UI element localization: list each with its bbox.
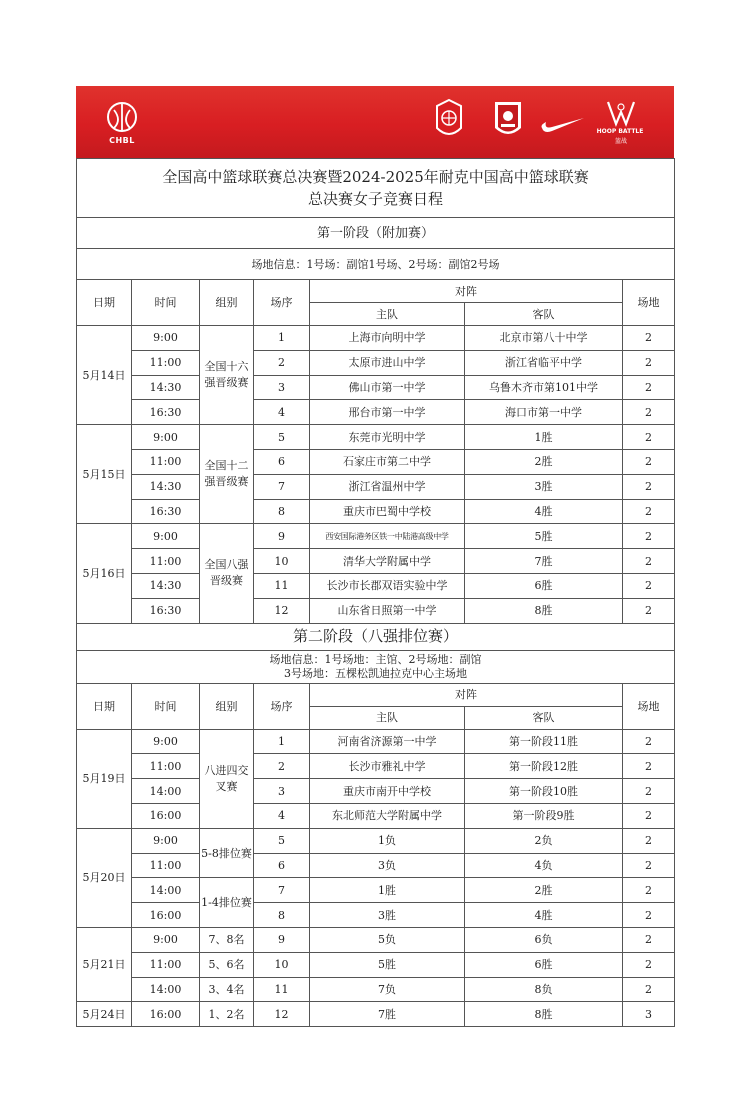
date-cell: 5月24日 <box>77 1002 132 1027</box>
stage2-venue-info <box>77 650 675 683</box>
away-team-cell: 海口市第一中学 <box>465 400 623 425</box>
venue-cell: 2 <box>623 499 675 524</box>
away-team-cell: 乌鲁木齐市第101中学 <box>465 375 623 400</box>
time-cell: 11:00 <box>132 952 200 977</box>
away-team-cell: 2负 <box>465 828 623 853</box>
table-row <box>77 549 675 574</box>
away-team-cell: 4胜 <box>465 903 623 928</box>
stage1-venue-info: 场地信息：1号场：副馆1号场、2号场：副馆2号场 <box>77 249 675 280</box>
time-cell: 14:00 <box>132 779 200 804</box>
venue-cell: 2 <box>623 803 675 828</box>
time-cell: 14:30 <box>132 573 200 598</box>
table-row <box>77 853 675 878</box>
venue-cell: 2 <box>623 729 675 754</box>
away-team-cell: 2胜 <box>465 878 623 903</box>
table-row <box>77 903 675 928</box>
order-cell: 8 <box>254 499 310 524</box>
away-team-cell: 8负 <box>465 977 623 1002</box>
chbl-logo-text: CHBL <box>109 136 135 145</box>
time-cell: 11:00 <box>132 853 200 878</box>
table-row <box>77 573 675 598</box>
home-team-cell: 河南省济源第一中学 <box>310 729 465 754</box>
order-cell: 3 <box>254 779 310 804</box>
stage2-venue-line-2: 3号场地：五棵松凯迪拉克中心主场地 <box>284 666 468 680</box>
table-row <box>77 927 675 952</box>
venue-cell: 2 <box>623 400 675 425</box>
header-away: 客队 <box>465 303 623 326</box>
home-team-cell: 5胜 <box>310 952 465 977</box>
away-team-cell: 3胜 <box>465 474 623 499</box>
schedule-table <box>76 158 675 1027</box>
venue-cell: 2 <box>623 573 675 598</box>
time-cell: 14:30 <box>132 474 200 499</box>
time-cell: 9:00 <box>132 425 200 450</box>
venue-cell: 2 <box>623 903 675 928</box>
venue-cell: 3 <box>623 1002 675 1027</box>
table-row <box>77 729 675 754</box>
group-cell: 7、8名 <box>200 927 254 952</box>
venue-cell: 2 <box>623 549 675 574</box>
home-team-cell: 清华大学附属中学 <box>310 549 465 574</box>
table-row <box>77 878 675 903</box>
away-team-cell: 第一阶段12胜 <box>465 754 623 779</box>
table-row <box>77 779 675 804</box>
home-team-cell: 长沙市长郡双语实验中学 <box>310 573 465 598</box>
order-cell: 9 <box>254 927 310 952</box>
table-row <box>77 449 675 474</box>
header-home: 主队 <box>310 303 465 326</box>
home-team-cell: 山东省日照第一中学 <box>310 598 465 623</box>
away-team-cell: 第一阶段10胜 <box>465 779 623 804</box>
home-team-cell: 重庆市巴蜀中学校 <box>310 499 465 524</box>
stage2-venue-line-1: 场地信息：1号场地：主馆、2号场地：副馆 <box>269 652 482 666</box>
venue-cell: 2 <box>623 474 675 499</box>
header-date: 日期 <box>77 280 132 326</box>
home-team-cell: 5负 <box>310 927 465 952</box>
away-team-cell: 8胜 <box>465 598 623 623</box>
away-team-cell: 5胜 <box>465 524 623 549</box>
away-team-cell: 1胜 <box>465 425 623 450</box>
time-cell: 9:00 <box>132 524 200 549</box>
hoop-battle-text: HOOP BATTLE <box>596 128 644 135</box>
chbl-logo <box>100 100 144 152</box>
group-cell: 5、6名 <box>200 952 254 977</box>
header-time: 时间 <box>132 280 200 326</box>
date-cell: 5月20日 <box>77 828 132 927</box>
header-home: 主队 <box>310 706 465 729</box>
table-row <box>77 803 675 828</box>
order-cell: 5 <box>254 425 310 450</box>
time-cell: 9:00 <box>132 927 200 952</box>
away-team-cell: 6负 <box>465 927 623 952</box>
away-team-cell: 7胜 <box>465 549 623 574</box>
table-row <box>77 598 675 623</box>
school-sports-badge-icon <box>492 98 524 146</box>
time-cell: 16:00 <box>132 1002 200 1027</box>
time-cell: 16:30 <box>132 598 200 623</box>
home-team-cell: 7负 <box>310 977 465 1002</box>
date-cell: 5月19日 <box>77 729 132 828</box>
time-cell: 9:00 <box>132 729 200 754</box>
home-team-cell: 长沙市雅礼中学 <box>310 754 465 779</box>
venue-cell: 2 <box>623 779 675 804</box>
table-row <box>77 1002 675 1027</box>
time-cell: 11:00 <box>132 754 200 779</box>
venue-cell: 2 <box>623 977 675 1002</box>
away-team-cell: 第一阶段9胜 <box>465 803 623 828</box>
time-cell: 16:00 <box>132 803 200 828</box>
date-cell: 5月21日 <box>77 927 132 1001</box>
hoop-battle-logo <box>596 98 646 145</box>
home-team-cell: 1负 <box>310 828 465 853</box>
away-team-cell: 第一阶段11胜 <box>465 729 623 754</box>
header-venue: 场地 <box>623 683 675 729</box>
header-order: 场序 <box>254 683 310 729</box>
title-line-2: 总决赛女子竞赛日程 <box>308 190 444 208</box>
header-time: 时间 <box>132 683 200 729</box>
venue-cell: 2 <box>623 927 675 952</box>
away-team-cell: 浙江省临平中学 <box>465 350 623 375</box>
venue-cell: 2 <box>623 375 675 400</box>
stage1-title: 第一阶段（附加赛） <box>77 218 675 249</box>
nike-swoosh-icon <box>540 116 586 138</box>
home-team-cell: 1胜 <box>310 878 465 903</box>
away-team-cell: 北京市第八十中学 <box>465 326 623 351</box>
title-line-1: 全国高中篮球联赛总决赛暨2024-2025年耐克中国高中篮球联赛 <box>162 168 589 186</box>
order-cell: 10 <box>254 952 310 977</box>
home-team-cell: 东莞市光明中学 <box>310 425 465 450</box>
group-cell: 全国十二强晋级赛 <box>200 425 254 524</box>
venue-cell: 2 <box>623 350 675 375</box>
document-title <box>77 159 675 218</box>
group-cell: 全国八强晋级赛 <box>200 524 254 623</box>
order-cell: 9 <box>254 524 310 549</box>
stage2-title: 第二阶段（八强排位赛） <box>77 623 675 650</box>
table-row <box>77 425 675 450</box>
order-cell: 3 <box>254 375 310 400</box>
header-venue: 场地 <box>623 280 675 326</box>
order-cell: 6 <box>254 853 310 878</box>
table-row <box>77 977 675 1002</box>
away-team-cell: 8胜 <box>465 1002 623 1027</box>
group-cell: 1-4排位赛 <box>200 878 254 928</box>
table-row <box>77 400 675 425</box>
table-row <box>77 499 675 524</box>
group-cell: 1、2名 <box>200 1002 254 1027</box>
order-cell: 7 <box>254 474 310 499</box>
order-cell: 2 <box>254 350 310 375</box>
order-cell: 6 <box>254 449 310 474</box>
table-row <box>77 350 675 375</box>
time-cell: 14:00 <box>132 977 200 1002</box>
table-row <box>77 754 675 779</box>
home-team-cell: 3负 <box>310 853 465 878</box>
time-cell: 16:00 <box>132 903 200 928</box>
header-match: 对阵 <box>310 280 623 303</box>
time-cell: 9:00 <box>132 828 200 853</box>
home-team-cell: 太原市进山中学 <box>310 350 465 375</box>
order-cell: 12 <box>254 1002 310 1027</box>
time-cell: 9:00 <box>132 326 200 351</box>
order-cell: 8 <box>254 903 310 928</box>
home-team-cell: 石家庄市第二中学 <box>310 449 465 474</box>
time-cell: 14:30 <box>132 375 200 400</box>
date-cell: 5月15日 <box>77 425 132 524</box>
venue-cell: 2 <box>623 524 675 549</box>
table-row <box>77 828 675 853</box>
group-cell: 5-8排位赛 <box>200 828 254 878</box>
order-cell: 11 <box>254 573 310 598</box>
table-row <box>77 474 675 499</box>
order-cell: 4 <box>254 400 310 425</box>
time-cell: 14:00 <box>132 878 200 903</box>
venue-cell: 2 <box>623 853 675 878</box>
venue-cell: 2 <box>623 828 675 853</box>
venue-cell: 2 <box>623 952 675 977</box>
away-team-cell: 4负 <box>465 853 623 878</box>
hoop-battle-subtext: 篮战 <box>614 138 627 145</box>
header-banner <box>76 86 674 158</box>
venue-cell: 2 <box>623 878 675 903</box>
venue-cell: 2 <box>623 425 675 450</box>
header-group: 组别 <box>200 683 254 729</box>
home-team-cell: 上海市向明中学 <box>310 326 465 351</box>
group-cell: 3、4名 <box>200 977 254 1002</box>
order-cell: 11 <box>254 977 310 1002</box>
time-cell: 11:00 <box>132 350 200 375</box>
header-date: 日期 <box>77 683 132 729</box>
away-team-cell: 6胜 <box>465 573 623 598</box>
order-cell: 7 <box>254 878 310 903</box>
header-order: 场序 <box>254 280 310 326</box>
order-cell: 4 <box>254 803 310 828</box>
home-team-cell: 重庆市南开中学校 <box>310 779 465 804</box>
time-cell: 11:00 <box>132 449 200 474</box>
venue-cell: 2 <box>623 449 675 474</box>
venue-cell: 2 <box>623 326 675 351</box>
group-cell: 八进四交叉赛 <box>200 729 254 828</box>
header-group: 组别 <box>200 280 254 326</box>
schedule-document <box>76 86 674 1027</box>
away-team-cell: 6胜 <box>465 952 623 977</box>
home-team-cell: 浙江省温州中学 <box>310 474 465 499</box>
header-match: 对阵 <box>310 683 623 706</box>
federation-emblem-icon <box>434 98 464 146</box>
table-row <box>77 952 675 977</box>
home-team-cell: 7胜 <box>310 1002 465 1027</box>
date-cell: 5月16日 <box>77 524 132 623</box>
home-team-cell: 佛山市第一中学 <box>310 375 465 400</box>
home-team-cell: 3胜 <box>310 903 465 928</box>
home-team-cell: 邢台市第一中学 <box>310 400 465 425</box>
order-cell: 1 <box>254 729 310 754</box>
home-team-cell: 东北师范大学附属中学 <box>310 803 465 828</box>
order-cell: 10 <box>254 549 310 574</box>
venue-cell: 2 <box>623 754 675 779</box>
away-team-cell: 2胜 <box>465 449 623 474</box>
table-row <box>77 375 675 400</box>
away-team-cell: 4胜 <box>465 499 623 524</box>
venue-cell: 2 <box>623 598 675 623</box>
time-cell: 16:30 <box>132 499 200 524</box>
table-row <box>77 326 675 351</box>
date-cell: 5月14日 <box>77 326 132 425</box>
order-cell: 1 <box>254 326 310 351</box>
group-cell: 全国十六强晋级赛 <box>200 326 254 425</box>
time-cell: 16:30 <box>132 400 200 425</box>
order-cell: 12 <box>254 598 310 623</box>
table-row <box>77 524 675 549</box>
order-cell: 2 <box>254 754 310 779</box>
home-team-cell: 西安国际港务区铁一中陆港高级中学 <box>310 524 465 549</box>
order-cell: 5 <box>254 828 310 853</box>
header-away: 客队 <box>465 706 623 729</box>
time-cell: 11:00 <box>132 549 200 574</box>
